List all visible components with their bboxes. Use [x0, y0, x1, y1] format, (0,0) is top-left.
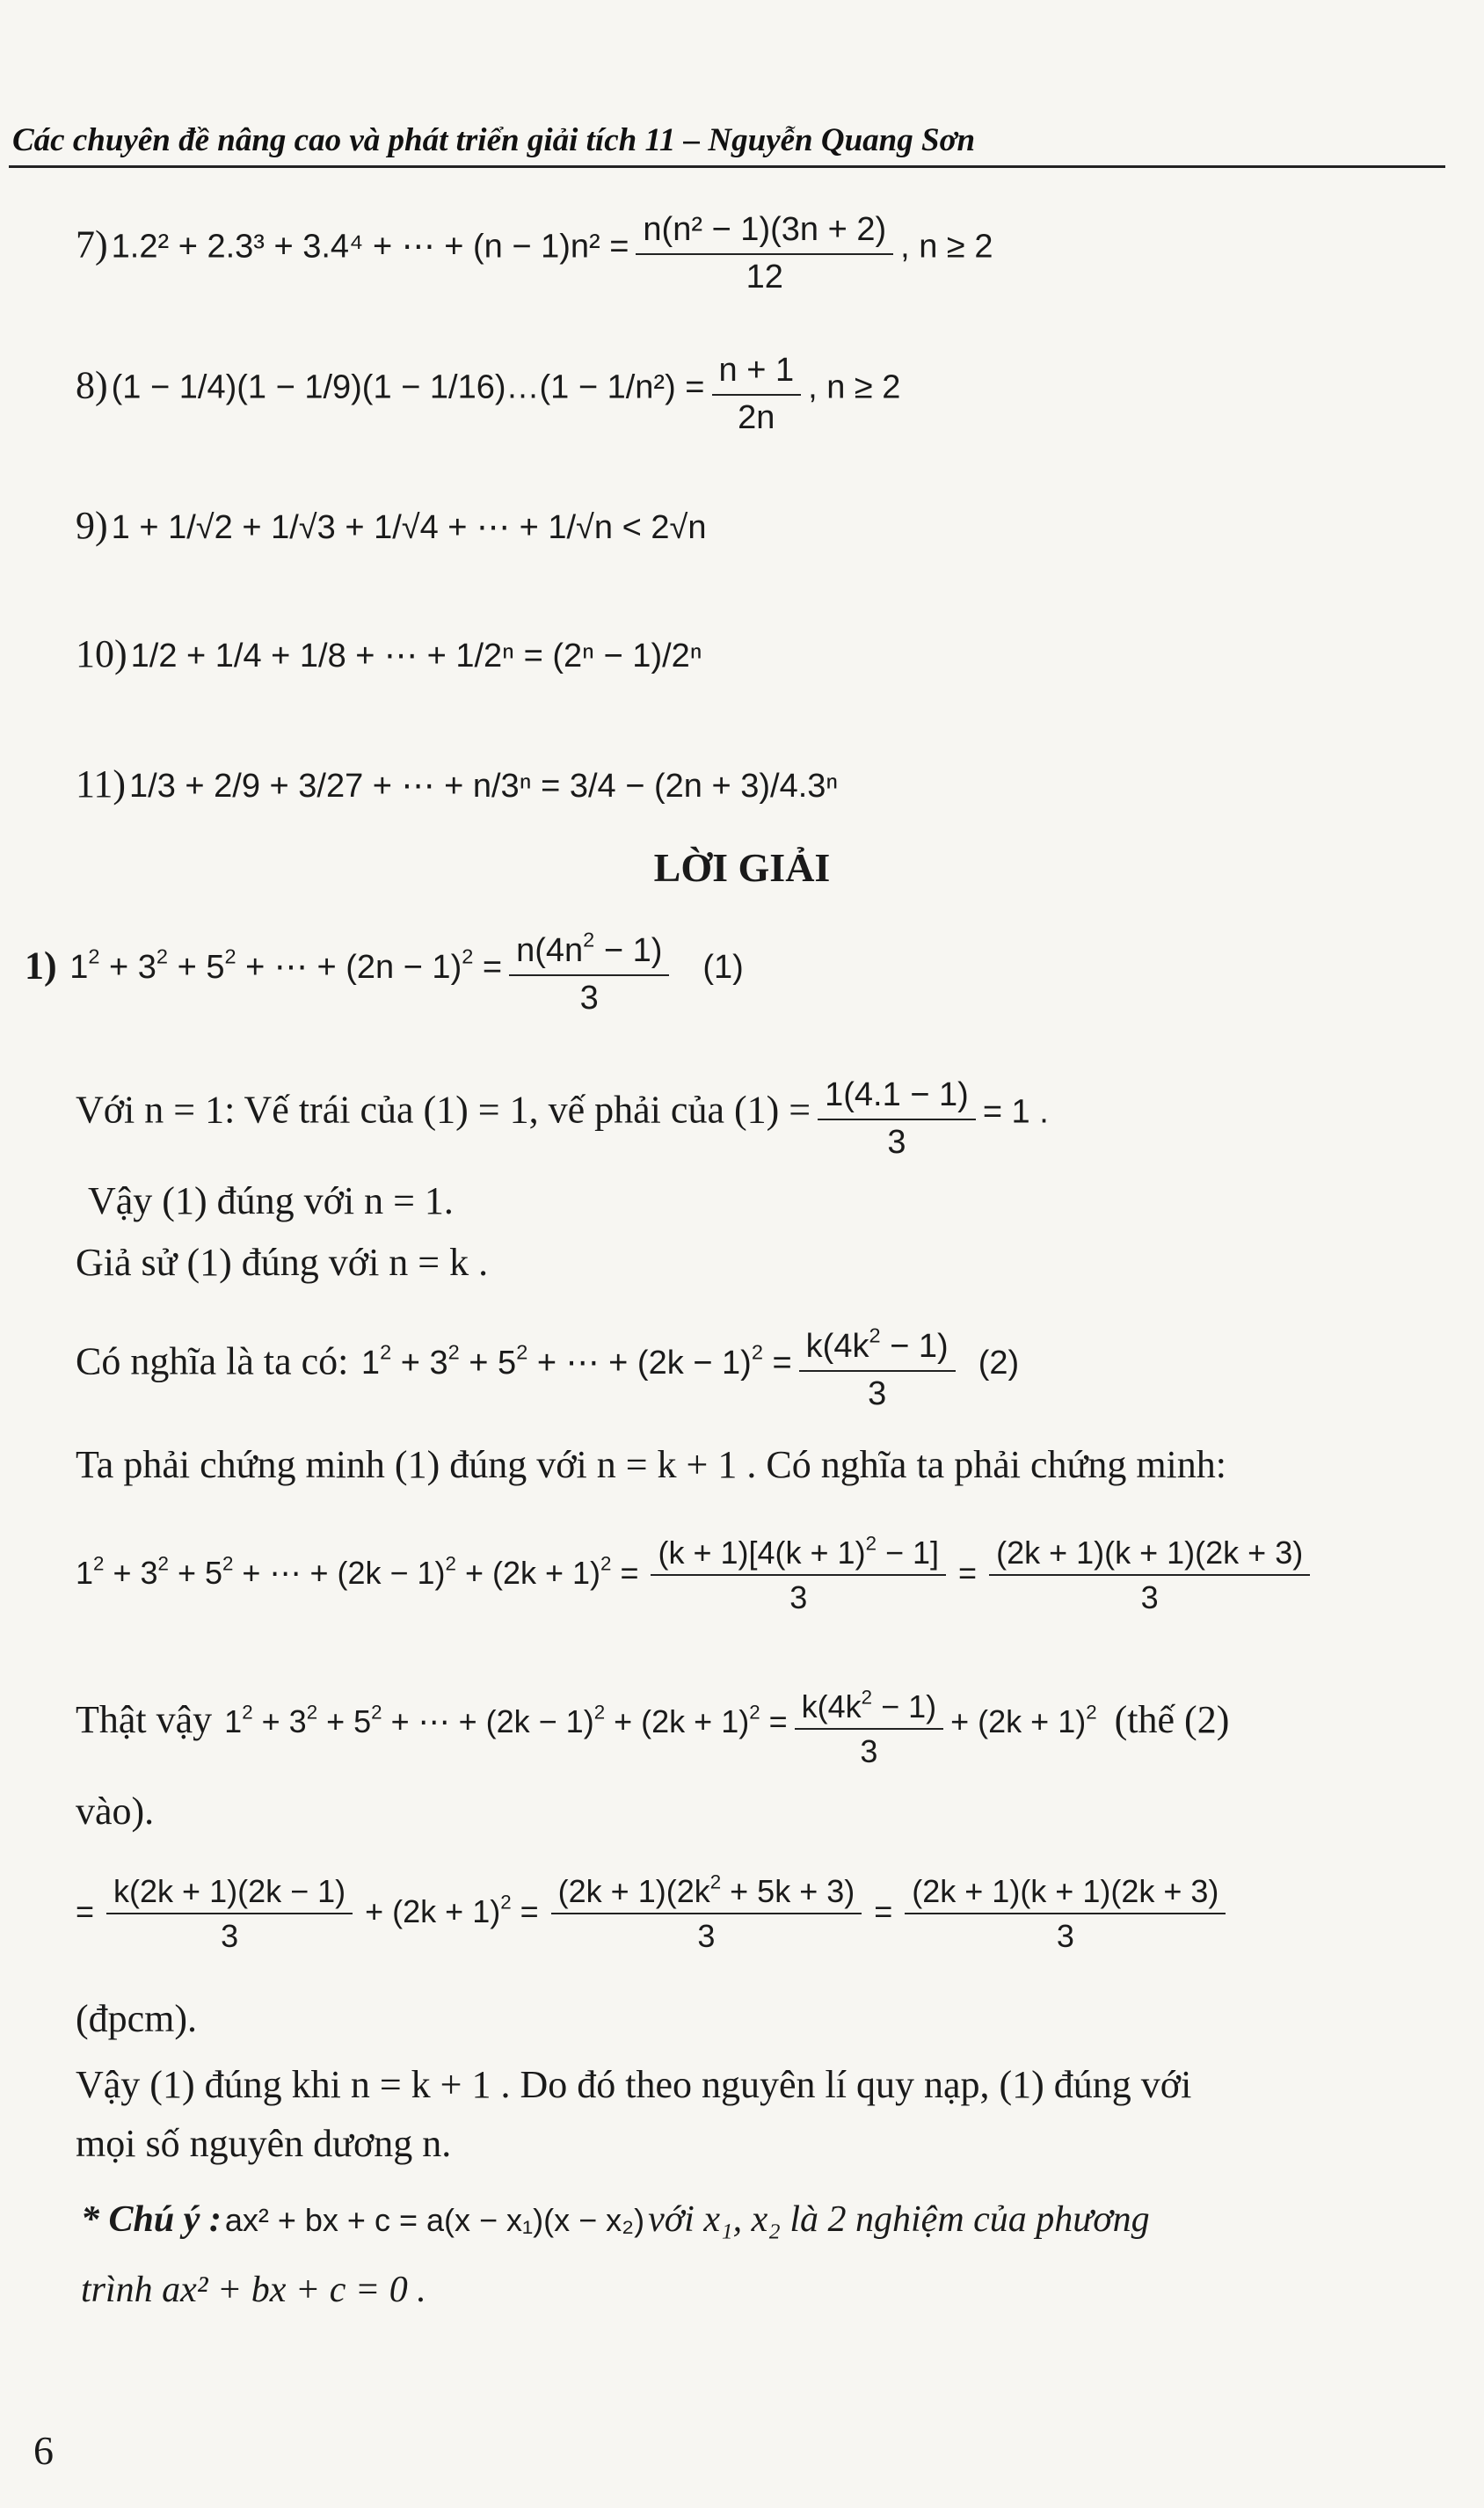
note-line-1: * Chú ý : ax² + bx + c = a(x − x₁)(x − x₂) với x₁, x₂ là 2 nghiệm của phương — [81, 2199, 1150, 2240]
page-number: 6 — [33, 2428, 54, 2473]
hypothesis-fraction: $\frac{k(4k^2 - 1)}{3}$ — [799, 1328, 956, 1413]
conclusion-line-2: mọi số nguyên dương n. — [76, 2122, 452, 2165]
proof-line-continued: vào). — [76, 1790, 155, 1833]
problem-7-lhs: 1.2² + 2.3³ + 3.4⁴ + ⋯ + (n − 1)n² = — [111, 228, 629, 266]
problem-11-expr: 1/3 + 2/9 + 3/27 + ⋯ + n/3ⁿ = 3/4 − (2n + 3)/4.3ⁿ — [129, 768, 839, 805]
problem-8-fraction: $\frac{n + 1}{2n}$ — [712, 352, 802, 437]
base-case-line: Với n = 1: Vế trái của (1) = 1, vế phải của (1) = $\frac{1(4.1 - 1)}{3}$ = 1 . — [76, 1076, 1049, 1161]
problem-8: 8) (1 − 1/4)(1 − 1/9)(1 − 1/16)…(1 − 1/n²) = $\frac{n + 1}{2n}$ , n ≥ 2 — [76, 352, 901, 436]
goal-equation: $1^2 + 3^2 + 5^2$ + ⋯ + $(2k - 1)^2 + (2k + 1)^2$ = $\frac{(k + 1)[4(k + 1)^2 - 1]}{3}$ = $\frac{(2k + 1)(k + 1)(2k + 3)}{3}$ — [76, 1535, 1313, 1616]
proof-line: Thật vậy $1^2 + 3^2 + 5^2$ + ⋯ + $(2k - 1)^2 + (2k + 1)^2$ = $\frac{k(4k^2 - 1)}{3}$ + $(2k + 1)^2$ (thế (2) — [76, 1686, 1230, 1770]
problem-10: 10) 1/2 + 1/4 + 1/8 + ⋯ + 1/2ⁿ = (2ⁿ − 1)/2ⁿ — [76, 632, 702, 675]
note-line-2: trình ax² + bx + c = 0 . — [81, 2270, 426, 2310]
base-case-fraction: $\frac{1(4.1 - 1)}{3}$ — [818, 1076, 976, 1162]
qed-mark: (đpcm). — [76, 1997, 198, 2040]
solution-1-fraction: $\frac{n(4n^2 - 1)}{3}$ — [509, 932, 669, 1017]
problem-9: 9) 1 + 1/√2 + 1/√3 + 1/√4 + ⋯ + 1/√n < 2√n — [76, 504, 707, 547]
base-case-conclusion: Vậy (1) đúng với n = 1. — [88, 1179, 454, 1222]
hypothesis-line: Có nghĩa là ta có: $1^2 + 3^2 + 5^2$ + ⋯ + $(2k - 1)^2$ = $\frac{k(4k^2 - 1)}{3}$ (2) — [76, 1323, 1020, 1412]
induction-assumption: Giả sử (1) đúng với n = k . — [76, 1241, 489, 1284]
problem-10-expr: 1/2 + 1/4 + 1/8 + ⋯ + 1/2ⁿ = (2ⁿ − 1)/2ⁿ — [130, 638, 702, 674]
running-header: Các chuyên đề nâng cao và phát triển giải tích 11 – Nguyễn Quang Sơn — [12, 122, 976, 158]
solution-1-equation: 1) $1^2 + 3^2 + 5^2$ + ⋯ + $(2n - 1)^2$ = $\frac{n(4n^2 - 1)}{3}$ (1) — [25, 928, 744, 1017]
solution-heading: LỜI GIẢI — [653, 845, 831, 890]
problem-7-fraction: $\frac{\text{n(n² − 1)(3n + 2)}}{12}$ — [636, 211, 893, 296]
problem-8-lhs: (1 − 1/4)(1 − 1/9)(1 − 1/16)…(1 − 1/n²) = — [111, 368, 705, 406]
goal-statement: Ta phải chứng minh (1) đúng với n = k + 1 . Có nghĩa ta phải chứng minh: — [76, 1443, 1226, 1486]
problem-9-expr: 1 + 1/√2 + 1/√3 + 1/√4 + ⋯ + 1/√n < 2√n — [111, 509, 707, 546]
header-rule — [9, 165, 1445, 168]
problem-11: 11) 1/3 + 2/9 + 3/27 + ⋯ + n/3ⁿ = 3/4 − (2n + 3)/4.3ⁿ — [76, 762, 839, 806]
expansion-equation: = $\frac{k(2k + 1)(2k - 1)}{3}$ + $(2k + 1)^2$ = $\frac{(2k + 1)(2k^2 + 5k + 3)}{3}$ = $\frac{(2k + 1)(k + 1)(2k + 3)}{3}$ — [76, 1873, 1229, 1955]
conclusion-line-1: Vậy (1) đúng khi n = k + 1 . Do đó theo nguyên lí quy nạp, (1) đúng với — [76, 2063, 1192, 2106]
problem-7: 7) 1.2² + 2.3³ + 3.4⁴ + ⋯ + (n − 1)n² = $\frac{\text{n(n² − 1)(3n + 2)}}{12}$ , n ≥ 2 — [76, 211, 993, 295]
